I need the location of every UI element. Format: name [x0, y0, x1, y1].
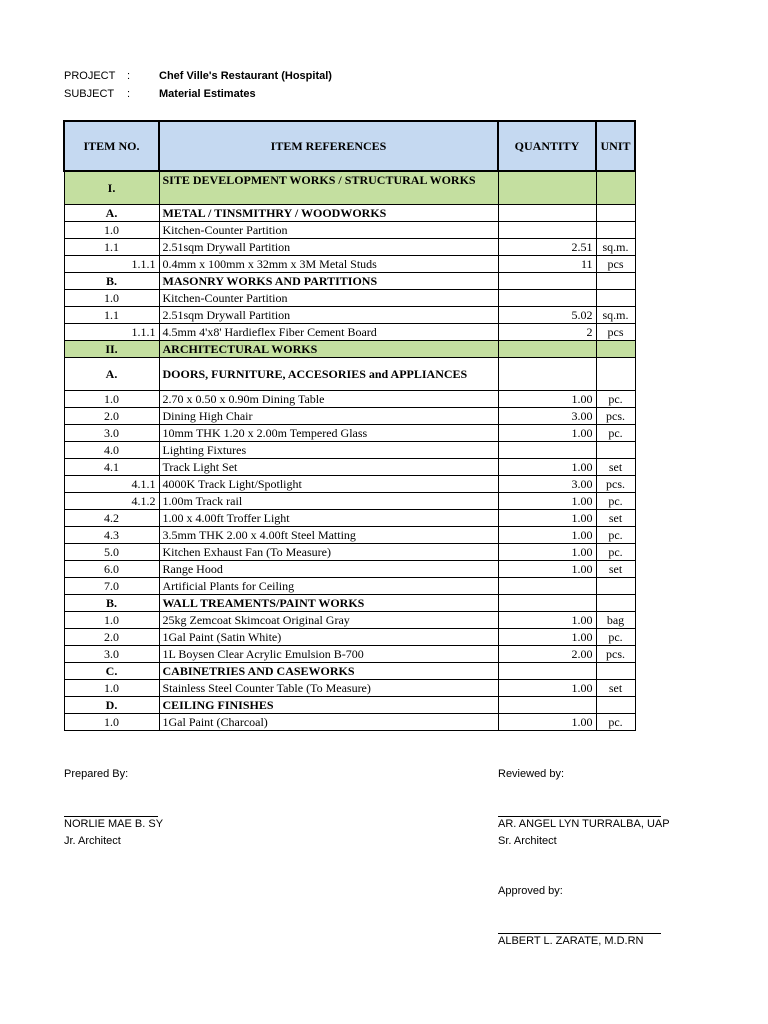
- item-no-cell: 1.0: [64, 290, 159, 307]
- quantity-cell: 5.02: [498, 307, 596, 324]
- item-reference-cell: ARCHITECTURAL WORKS: [159, 341, 498, 358]
- table-row: [64, 527, 635, 544]
- quantity-cell: [498, 290, 596, 307]
- table-row: [64, 459, 635, 476]
- unit-cell: [596, 273, 635, 290]
- col-item-references: ITEM REFERENCES: [159, 121, 498, 171]
- item-reference-cell: Track Light Set: [159, 459, 498, 476]
- item-no-cell: 1.1: [64, 307, 159, 324]
- item-reference-cell: 4000K Track Light/Spotlight: [159, 476, 498, 493]
- quantity-cell: 2.00: [498, 646, 596, 663]
- prepared-by-label: Prepared By:: [64, 768, 129, 780]
- item-no-cell: 4.1.2: [64, 493, 159, 510]
- unit-cell: [596, 341, 635, 358]
- unit-cell: pc.: [596, 544, 635, 561]
- col-unit: UNIT: [596, 121, 635, 171]
- section-row: [64, 341, 635, 358]
- quantity-cell: 1.00: [498, 629, 596, 646]
- unit-cell: pc.: [596, 629, 635, 646]
- quantity-cell: 1.00: [498, 561, 596, 578]
- unit-cell: pc.: [596, 425, 635, 442]
- item-no-cell: 1.0: [64, 222, 159, 239]
- approved-by-label: Approved by:: [498, 885, 563, 897]
- item-reference-cell: 1.00m Track rail: [159, 493, 498, 510]
- quantity-cell: [498, 595, 596, 612]
- item-no-cell: 1.1: [64, 239, 159, 256]
- quantity-cell: 2: [498, 324, 596, 341]
- item-reference-cell: 3.5mm THK 2.00 x 4.00ft Steel Matting: [159, 527, 498, 544]
- col-item-no: ITEM NO.: [64, 121, 159, 171]
- unit-cell: bag: [596, 612, 635, 629]
- table-row: [64, 324, 635, 341]
- table-row: [64, 239, 635, 256]
- prepared-by-name: NORLIE MAE B. SY: [64, 818, 164, 830]
- item-no-cell: I.: [64, 171, 159, 205]
- item-reference-cell: 2.51sqm Drywall Partition: [159, 239, 498, 256]
- subsection-row: [64, 273, 635, 290]
- item-no-cell: C.: [64, 663, 159, 680]
- reviewed-signature-line: [498, 816, 661, 817]
- item-no-cell: D.: [64, 697, 159, 714]
- subject-colon: :: [127, 88, 131, 100]
- item-no-cell: 4.1: [64, 459, 159, 476]
- quantity-cell: 1.00: [498, 459, 596, 476]
- item-no-cell: 1.0: [64, 714, 159, 731]
- item-reference-cell: Kitchen Exhaust Fan (To Measure): [159, 544, 498, 561]
- col-quantity: QUANTITY: [498, 121, 596, 171]
- table-row: [64, 612, 635, 629]
- item-no-cell: 2.0: [64, 629, 159, 646]
- unit-cell: [596, 205, 635, 222]
- table-row: [64, 425, 635, 442]
- quantity-cell: [498, 358, 596, 391]
- quantity-cell: [498, 663, 596, 680]
- item-reference-cell: 1.00 x 4.00ft Troffer Light: [159, 510, 498, 527]
- unit-cell: sq.m.: [596, 239, 635, 256]
- item-no-cell: A.: [64, 358, 159, 391]
- unit-cell: sq.m.: [596, 307, 635, 324]
- unit-cell: pcs.: [596, 476, 635, 493]
- subsection-row: [64, 358, 635, 391]
- unit-cell: [596, 222, 635, 239]
- item-reference-cell: SITE DEVELOPMENT WORKS / STRUCTURAL WORKS: [159, 171, 498, 205]
- unit-cell: [596, 595, 635, 612]
- unit-cell: set: [596, 561, 635, 578]
- quantity-cell: 3.00: [498, 408, 596, 425]
- quantity-cell: 1.00: [498, 493, 596, 510]
- reviewed-by-title: Sr. Architect: [498, 835, 557, 847]
- unit-cell: pc.: [596, 493, 635, 510]
- table-row: [64, 408, 635, 425]
- subsection-row: [64, 595, 635, 612]
- item-reference-cell: 1Gal Paint (Charcoal): [159, 714, 498, 731]
- item-reference-cell: 1Gal Paint (Satin White): [159, 629, 498, 646]
- table-row: [64, 290, 635, 307]
- quantity-cell: [498, 697, 596, 714]
- unit-cell: set: [596, 459, 635, 476]
- item-no-cell: 4.0: [64, 442, 159, 459]
- table-row: [64, 391, 635, 408]
- quantity-cell: 2.51: [498, 239, 596, 256]
- subject-value: Material Estimates: [159, 88, 256, 100]
- unit-cell: pcs.: [596, 646, 635, 663]
- table-row: [64, 561, 635, 578]
- prepared-signature-line: [64, 816, 158, 817]
- section-row: [64, 171, 635, 205]
- item-no-cell: 6.0: [64, 561, 159, 578]
- table-header-row: [64, 121, 635, 171]
- item-reference-cell: METAL / TINSMITHRY / WOODWORKS: [159, 205, 498, 222]
- item-reference-cell: 10mm THK 1.20 x 2.00m Tempered Glass: [159, 425, 498, 442]
- table-body: [64, 171, 635, 731]
- project-line: [64, 70, 464, 84]
- project-colon: :: [127, 70, 131, 82]
- unit-cell: pcs: [596, 256, 635, 273]
- subsection-row: [64, 697, 635, 714]
- unit-cell: set: [596, 510, 635, 527]
- item-no-cell: 1.1.1: [64, 256, 159, 273]
- table-row: [64, 629, 635, 646]
- item-no-cell: 3.0: [64, 425, 159, 442]
- item-no-cell: II.: [64, 341, 159, 358]
- item-no-cell: 1.1.1: [64, 324, 159, 341]
- quantity-cell: 1.00: [498, 510, 596, 527]
- item-reference-cell: 2.51sqm Drywall Partition: [159, 307, 498, 324]
- item-reference-cell: Artificial Plants for Ceiling: [159, 578, 498, 595]
- subject-line: [64, 88, 464, 102]
- item-no-cell: 3.0: [64, 646, 159, 663]
- unit-cell: pc.: [596, 714, 635, 731]
- table-row: [64, 442, 635, 459]
- prepared-by-title: Jr. Architect: [64, 835, 121, 847]
- quantity-cell: [498, 205, 596, 222]
- quantity-cell: [498, 578, 596, 595]
- item-no-cell: 1.0: [64, 612, 159, 629]
- item-no-cell: 2.0: [64, 408, 159, 425]
- quantity-cell: 1.00: [498, 527, 596, 544]
- item-no-cell: 7.0: [64, 578, 159, 595]
- quantity-cell: 1.00: [498, 714, 596, 731]
- item-reference-cell: Kitchen-Counter Partition: [159, 222, 498, 239]
- table-row: [64, 714, 635, 731]
- reviewed-by-label: Reviewed by:: [498, 768, 565, 780]
- quantity-cell: 11: [498, 256, 596, 273]
- unit-cell: pc.: [596, 391, 635, 408]
- item-no-cell: 5.0: [64, 544, 159, 561]
- project-key: PROJECT: [64, 70, 116, 82]
- quantity-cell: [498, 222, 596, 239]
- item-reference-cell: 25kg Zemcoat Skimcoat Original Gray: [159, 612, 498, 629]
- item-no-cell: 1.0: [64, 680, 159, 697]
- table-row: [64, 256, 635, 273]
- quantity-cell: 3.00: [498, 476, 596, 493]
- table-row: [64, 493, 635, 510]
- item-reference-cell: Range Hood: [159, 561, 498, 578]
- item-reference-cell: 4.5mm 4'x8' Hardieflex Fiber Cement Board: [159, 324, 498, 341]
- unit-cell: [596, 442, 635, 459]
- quantity-cell: 1.00: [498, 680, 596, 697]
- unit-cell: [596, 290, 635, 307]
- quantity-cell: [498, 442, 596, 459]
- unit-cell: [596, 697, 635, 714]
- item-reference-cell: Lighting Fixtures: [159, 442, 498, 459]
- reviewed-by-name: AR. ANGEL LYN TURRALBA, UAP: [498, 818, 670, 830]
- unit-cell: [596, 578, 635, 595]
- item-no-cell: B.: [64, 595, 159, 612]
- quantity-cell: 1.00: [498, 612, 596, 629]
- quantity-cell: [498, 273, 596, 290]
- table-row: [64, 544, 635, 561]
- unit-cell: pcs: [596, 324, 635, 341]
- quantity-cell: 1.00: [498, 425, 596, 442]
- subsection-row: [64, 663, 635, 680]
- table-row: [64, 307, 635, 324]
- item-reference-cell: Dining High Chair: [159, 408, 498, 425]
- item-reference-cell: 0.4mm x 100mm x 32mm x 3M Metal Studs: [159, 256, 498, 273]
- item-reference-cell: 2.70 x 0.50 x 0.90m Dining Table: [159, 391, 498, 408]
- item-reference-cell: Kitchen-Counter Partition: [159, 290, 498, 307]
- unit-cell: pc.: [596, 527, 635, 544]
- item-reference-cell: WALL TREAMENTS/PAINT WORKS: [159, 595, 498, 612]
- item-reference-cell: CEILING FINISHES: [159, 697, 498, 714]
- table-row: [64, 578, 635, 595]
- item-no-cell: 4.3: [64, 527, 159, 544]
- item-no-cell: B.: [64, 273, 159, 290]
- project-value: Chef Ville's Restaurant (Hospital): [159, 70, 332, 82]
- table-row: [64, 222, 635, 239]
- table-row: [64, 680, 635, 697]
- item-no-cell: A.: [64, 205, 159, 222]
- unit-cell: [596, 171, 635, 205]
- table-row: [64, 476, 635, 493]
- table-row: [64, 646, 635, 663]
- unit-cell: [596, 663, 635, 680]
- subject-key: SUBJECT: [64, 88, 115, 100]
- item-reference-cell: CABINETRIES AND CASEWORKS: [159, 663, 498, 680]
- table-row: [64, 510, 635, 527]
- item-no-cell: 4.1.1: [64, 476, 159, 493]
- quantity-cell: [498, 171, 596, 205]
- item-reference-cell: MASONRY WORKS AND PARTITIONS: [159, 273, 498, 290]
- approved-by-name: ALBERT L. ZARATE, M.D.RN: [498, 935, 644, 947]
- item-no-cell: 4.2: [64, 510, 159, 527]
- subsection-row: [64, 205, 635, 222]
- unit-cell: [596, 358, 635, 391]
- unit-cell: pcs.: [596, 408, 635, 425]
- quantity-cell: 1.00: [498, 544, 596, 561]
- quantity-cell: 1.00: [498, 391, 596, 408]
- item-reference-cell: Stainless Steel Counter Table (To Measure): [159, 680, 498, 697]
- estimate-table: [63, 120, 636, 731]
- approved-signature-line: [498, 933, 661, 934]
- quantity-cell: [498, 341, 596, 358]
- item-no-cell: 1.0: [64, 391, 159, 408]
- item-reference-cell: 1L Boysen Clear Acrylic Emulsion B-700: [159, 646, 498, 663]
- item-reference-cell: DOORS, FURNITURE, ACCESORIES and APPLIANCES: [159, 358, 498, 391]
- unit-cell: set: [596, 680, 635, 697]
